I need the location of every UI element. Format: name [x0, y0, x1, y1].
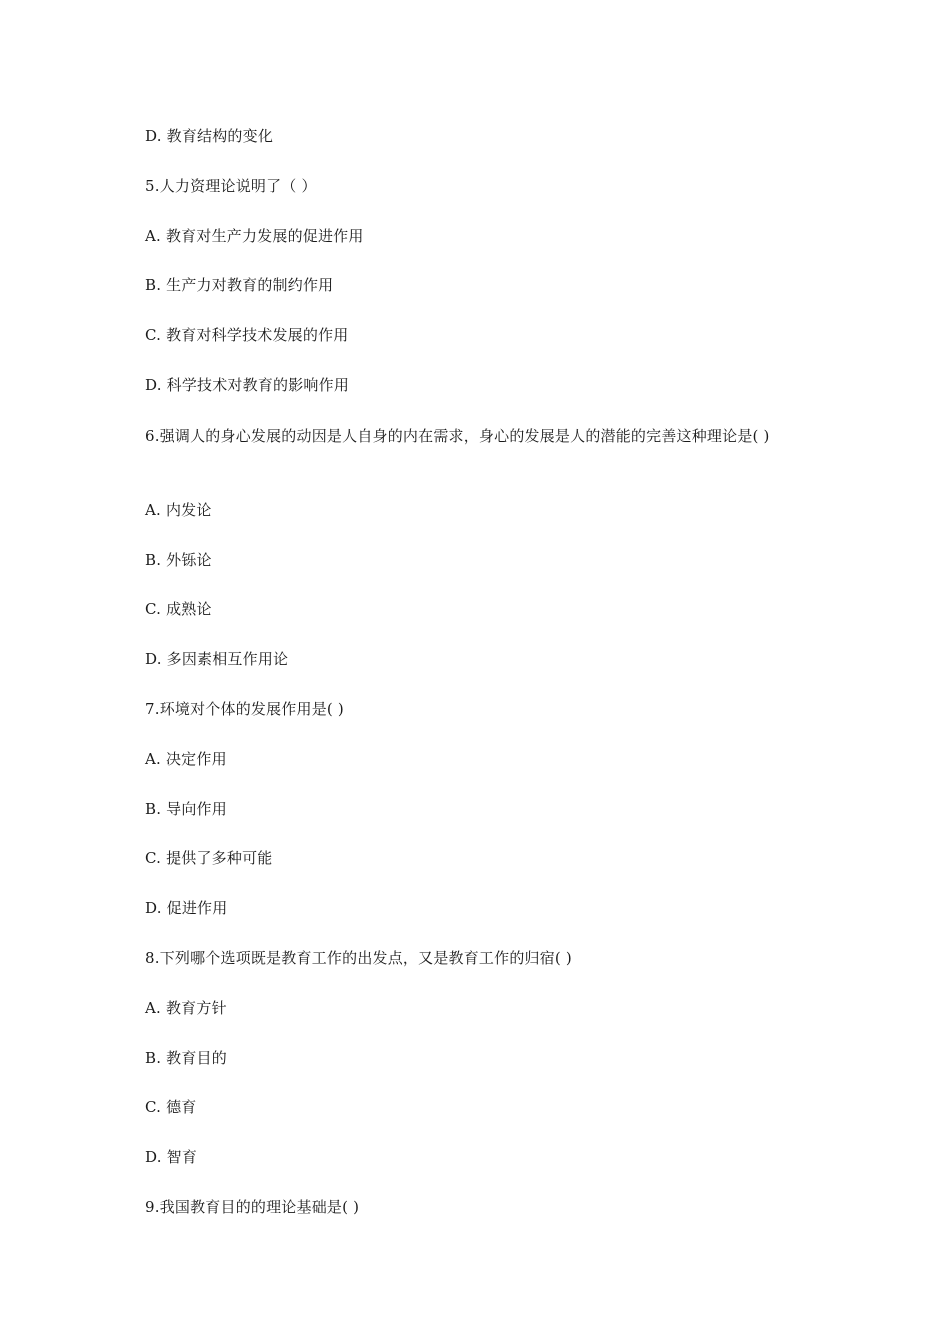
q6-option-c: C. 成熟论 — [145, 600, 212, 618]
q7-option-d: D. 促进作用 — [145, 899, 228, 917]
q6-option-a: A. 内发论 — [145, 501, 212, 519]
q7-option-b: B. 导向作用 — [145, 800, 227, 818]
q8-question: 8.下列哪个选项既是教育工作的出发点，又是教育工作的归宿( ) — [145, 949, 572, 967]
q7-option-a: A. 决定作用 — [145, 750, 227, 768]
q8-option-b: B. 教育目的 — [145, 1049, 227, 1067]
q7-question: 7.环境对个体的发展作用是( ) — [145, 700, 344, 718]
q9-question: 9.我国教育目的的理论基础是( ) — [145, 1198, 360, 1216]
q8-option-d: D. 智育 — [145, 1148, 198, 1166]
q5-option-c: C. 教育对科学技术发展的作用 — [145, 326, 349, 344]
q6-option-d: D. 多因素相互作用论 — [145, 650, 289, 668]
q6-question: 6.强调人的身心发展的动因是人自身的内在需求，身心的发展是人的潜能的完善这种理论是( ) — [145, 427, 770, 445]
q8-option-a: A. 教育方针 — [145, 999, 227, 1017]
q7-option-c: C. 提供了多种可能 — [145, 849, 273, 867]
q8-option-c: C. 德育 — [145, 1098, 197, 1116]
q4-option-d: D. 教育结构的变化 — [145, 127, 274, 145]
q5-option-d: D. 科学技术对教育的影响作用 — [145, 376, 350, 394]
q5-option-b: B. 生产力对教育的制约作用 — [145, 276, 334, 294]
q5-option-a: A. 教育对生产力发展的促进作用 — [145, 227, 364, 245]
q5-question: 5.人力资理论说明了（ ） — [145, 177, 317, 195]
q6-option-b: B. 外铄论 — [145, 551, 212, 569]
